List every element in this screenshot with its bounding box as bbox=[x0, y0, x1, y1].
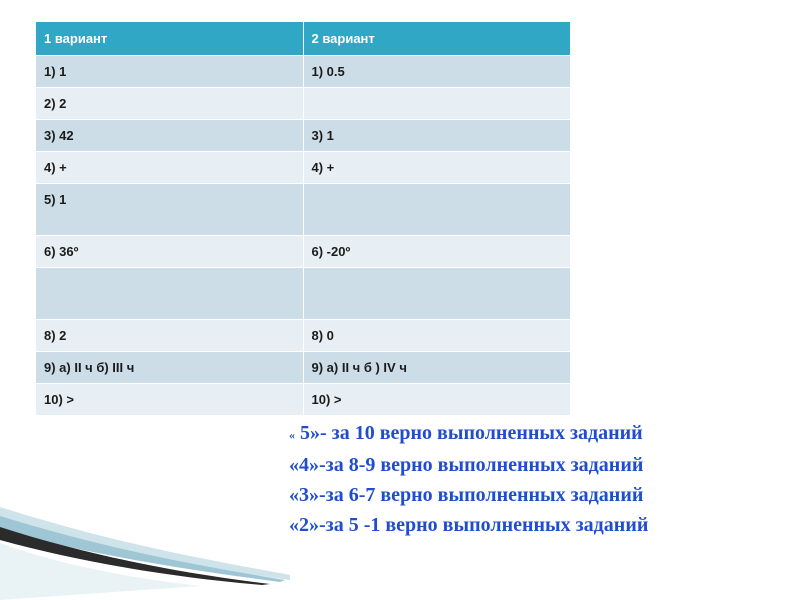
table-row bbox=[36, 184, 571, 236]
table-cell: 10) > bbox=[36, 384, 304, 416]
table-row bbox=[36, 120, 571, 152]
table-cell: 4) + bbox=[36, 152, 304, 184]
criteria-line-grade-3: «3»-за 6-7 верно выполненных заданий bbox=[289, 484, 644, 506]
criteria-line-grade-2: «2»-за 5 -1 верно выполненных заданий bbox=[289, 514, 649, 536]
table-cell: 9) а) II ч б) III ч bbox=[36, 352, 304, 384]
table-row bbox=[36, 352, 571, 384]
table-cell: 4) + bbox=[303, 152, 571, 184]
criteria-line-grade-4: «4»-за 8-9 верно выполненных заданий bbox=[289, 454, 644, 476]
table-cell: 8) 2 bbox=[36, 320, 304, 352]
table-row bbox=[36, 320, 571, 352]
table-cell: 8) 0 bbox=[303, 320, 571, 352]
criteria-line-grade-5 bbox=[289, 418, 648, 450]
table-cell: 1) 1 bbox=[36, 56, 304, 88]
table-cell: 3) 42 bbox=[36, 120, 304, 152]
table-cell bbox=[36, 268, 304, 320]
table-cell: 1) 0.5 bbox=[303, 56, 571, 88]
table-row bbox=[36, 236, 571, 268]
table-cell: 2) 2 bbox=[36, 88, 304, 120]
table-row bbox=[36, 56, 571, 88]
table-row bbox=[36, 88, 571, 120]
header-variant-1: 1 вариант bbox=[36, 22, 304, 56]
table-cell bbox=[303, 184, 571, 236]
table-cell: 10) > bbox=[303, 384, 571, 416]
table-row bbox=[36, 152, 571, 184]
table-cell bbox=[303, 268, 571, 320]
table-cell: 6) 36º bbox=[36, 236, 304, 268]
header-variant-2: 2 вариант bbox=[303, 22, 571, 56]
table-row bbox=[36, 384, 571, 416]
table-cell: 3) 1 bbox=[303, 120, 571, 152]
criteria-quote-mark: « bbox=[289, 428, 295, 442]
table-header-row bbox=[36, 22, 571, 56]
table-cell: 5) 1 bbox=[36, 184, 304, 236]
answers-table bbox=[35, 21, 571, 416]
grading-criteria bbox=[289, 418, 648, 540]
table-row bbox=[36, 268, 571, 320]
criteria-text: 5»- за 10 верно выполненных заданий bbox=[295, 422, 643, 444]
table-cell bbox=[303, 88, 571, 120]
table-cell: 9) а) II ч б ) IV ч bbox=[303, 352, 571, 384]
table-cell: 6) -20º bbox=[303, 236, 571, 268]
